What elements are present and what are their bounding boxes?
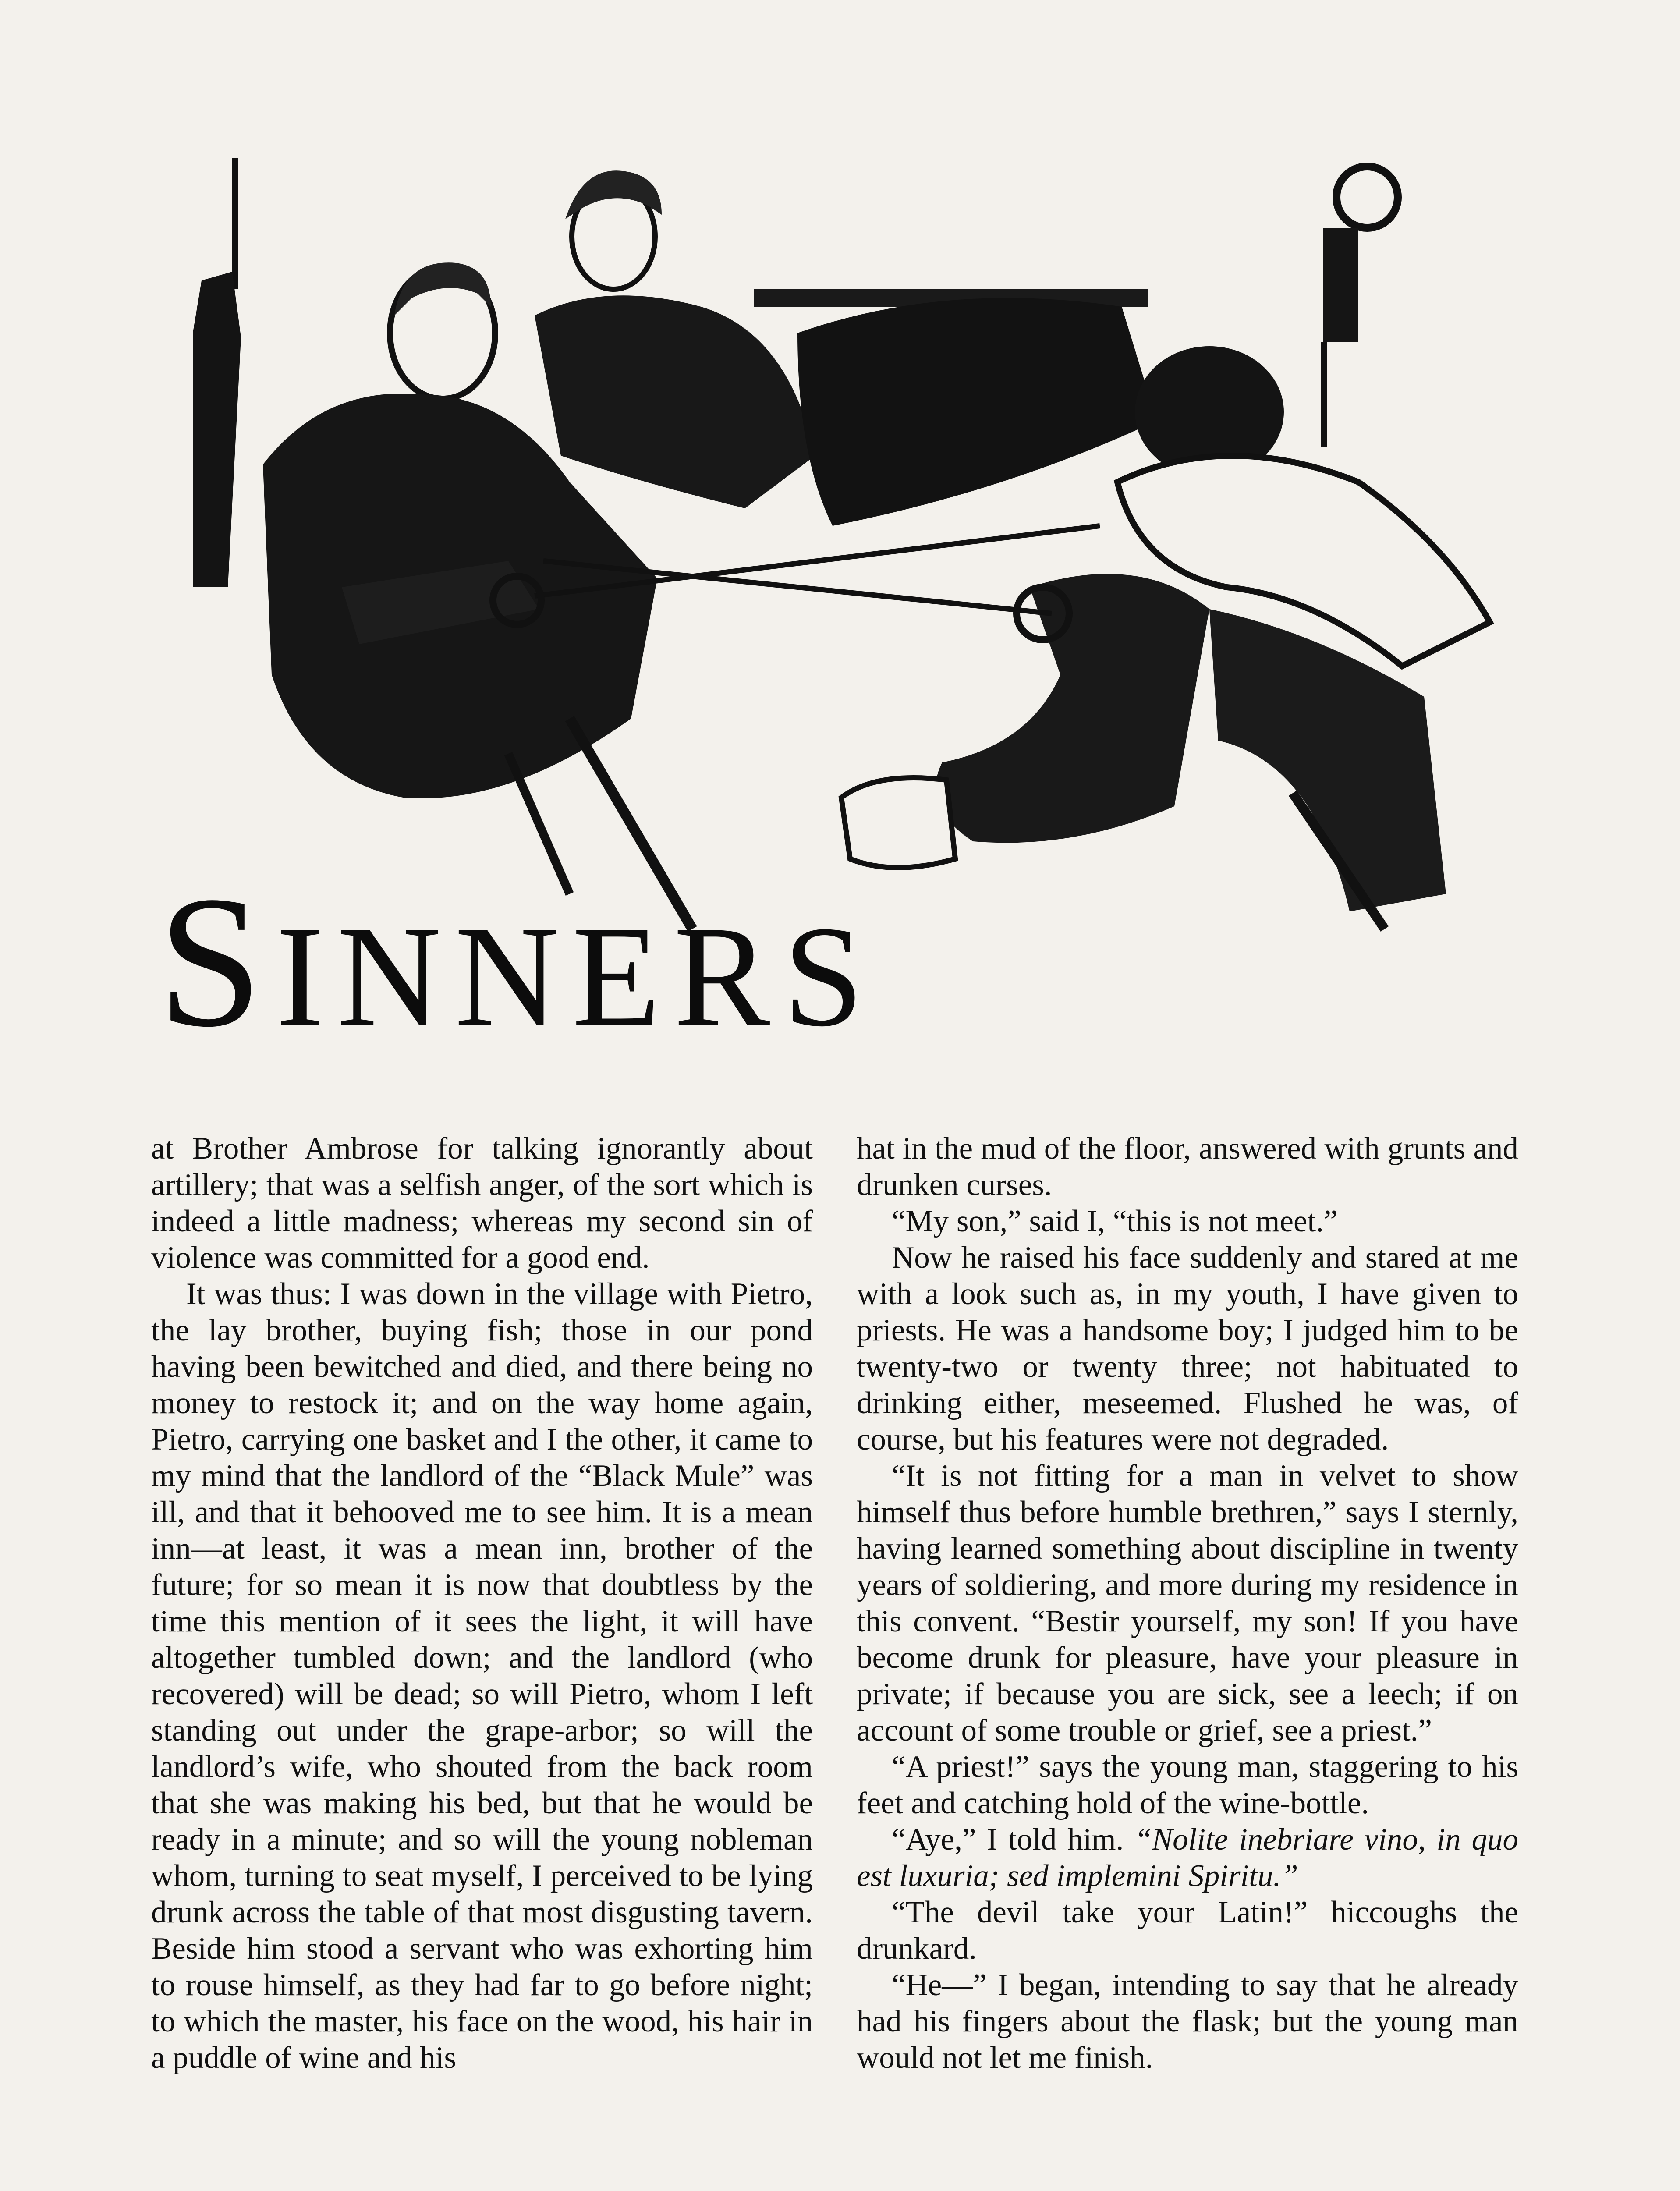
lamp-stand [1323,228,1358,342]
paragraph: “The devil take your Latin!” hiccoughs the drunkard. [857,1895,1518,1966]
paragraph [857,1822,1518,1894]
right-column [857,1131,1518,2076]
dialogue: “Aye,” I told him. [892,1822,1135,1857]
paragraph: at Brother Ambrose for talking ignorantly about artillery; that was a selfish anger, of the sort which is indeed a little madness; whereas my second sin of violence was committed for a good end. [151,1131,813,1275]
candle-pole [232,158,238,289]
paragraph: “My son,” said I, “this is not meet.” [892,1204,1338,1238]
paragraph: Now he raised his face suddenly and stared at me with a look such as, in my youth, I have given to priests. He was a handsome boy; I judged him to be twenty-two or twenty three; not habituated to drinking either, meseemed. Flushed he was, of course, but his features were not degraded. [857,1241,1518,1457]
title-initial: S [158,858,276,1066]
latin-quote: “Nolite inebriare vino, in quo est luxuria; sed implemini Spiritu.” [857,1822,1519,1893]
lamp-post [1321,342,1327,447]
paragraph: “He—” I began, intending to say that he already had his fingers about the flask; but the young man would not let me finish. [857,1968,1518,2075]
swordsman-fist [841,778,955,868]
standing-monk-robe [535,295,815,508]
title-rest: INNERS [276,897,877,1057]
paragraph: “It is not fitting for a man in velvet to show himself thus before humble brethren,” says I sternly, having learned something about discipline in twenty years of soldiering, and more during my residence in this convent. “Bestir yourself, my son! If you have become drunk for pleasure, have your pleasure in private; if because you are sick, see a leech; if on account of some trouble or grief, see a priest.” [857,1459,1518,1748]
dark-background [797,298,1157,526]
chair-back [193,272,241,587]
story-title [158,858,1122,1066]
lamp [1336,167,1398,228]
paragraph: hat in the mud of the floor, answered with grunts and drunken curses. [857,1131,1518,1202]
paragraph: It was thus: I was down in the village with Pietro, the lay brother, buying fish; those in our pond having been bewitched and died, and there being no money to restock it; and on the way home again, Pietro, carrying one basket and I the other, it came to my mind that the landlord of the “Black Mule” was ill, and that it behooved me to see him. It is a mean inn—at least, it was a mean inn, brother of the future; for so mean it is now that doubtless by the time this mention of it sees the light, it will have altogether tumbled down; and the landlord (who recovered) will be dead; so will Pietro, whom I left standing out under the grape-arbor; so will the landlord’s wife, who shouted from the back room that she was making his bed, but that he would be ready in a minute; and so will the young nobleman whom, turning to seat myself, I perceived to be lying drunk across the table of that most disgusting tavern. Beside him stood a servant who was exhorting him to rouse himself, as they had far to go before night; to which the master, his face on the wood, his hair in a puddle of wine and his [151,1277,813,2075]
left-column [151,1131,813,2076]
swordfight-illustration [175,149,1503,951]
paragraph: “A priest!” says the young man, staggering to his feet and catching hold of the wine-bottle. [857,1750,1518,1820]
